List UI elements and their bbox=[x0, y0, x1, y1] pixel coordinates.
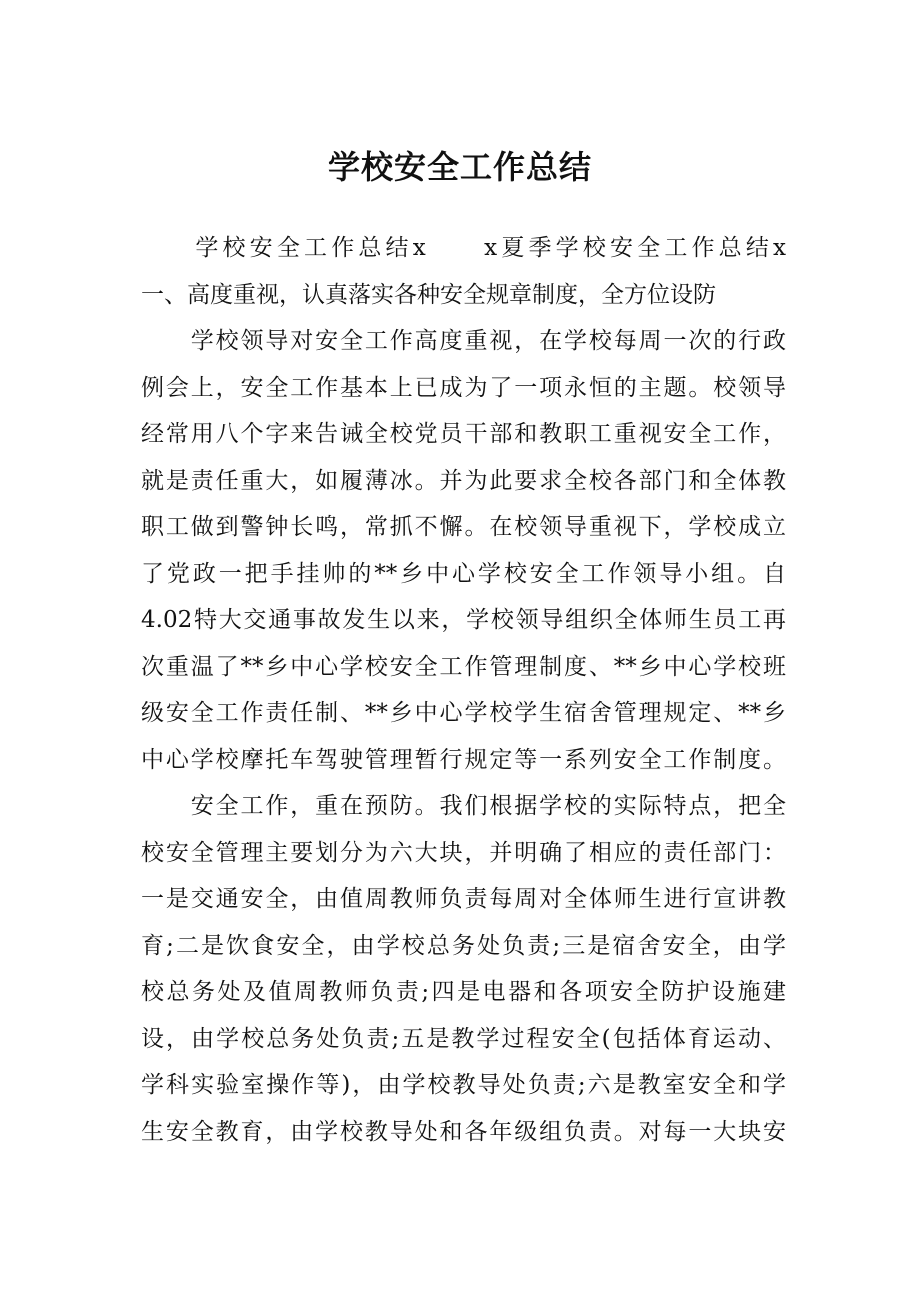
text-line: 一、高度重视，认真落实各种安全规章制度，全方位设防 bbox=[141, 281, 716, 308]
text-line: 中心学校摩托车驾驶管理暂行规定等一系列安全工作制度。 bbox=[141, 746, 786, 773]
text-line: 校总务处及值周教师负责;四是电器和各项安全防护设施建 bbox=[141, 979, 786, 1005]
text-line: 学科实验室操作等)，由学校教导处负责;六是教室安全和学 bbox=[141, 1072, 786, 1098]
text-line: 就是责任重大，如履薄冰。并为此要求全校各部门和全体教 bbox=[141, 467, 786, 494]
document-body bbox=[141, 225, 786, 1155]
text-line: 次重温了**乡中心学校安全工作管理制度、**乡中心学校班 bbox=[141, 653, 786, 680]
text-line: 生安全教育，由学校教导处和各年级组负责。对每一大块安 bbox=[141, 1118, 786, 1145]
text-line: 级安全工作责任制、**乡中心学校学生宿舍管理规定、**乡 bbox=[141, 700, 786, 726]
text-line: 职工做到警钟长鸣，常抓不懈。在校领导重视下，学校成立 bbox=[141, 514, 786, 540]
text-line: 了党政一把手挂帅的**乡中心学校安全工作领导小组。自 bbox=[141, 560, 786, 587]
text-line: 育;二是饮食安全，由学校总务处负责;三是宿舍安全，由学 bbox=[141, 932, 786, 959]
text-line: 一是交通安全，由值周教师负责每周对全体师生进行宣讲教 bbox=[141, 886, 786, 912]
text-line: 4.02特大交通事故发生以来，学校领导组织全体师生员工再 bbox=[141, 607, 786, 633]
text-line: 校安全管理主要划分为六大块，并明确了相应的责任部门： bbox=[141, 839, 786, 866]
text-line: 经常用八个字来告诫全校党员干部和教职工重视安全工作， bbox=[141, 421, 786, 447]
text-line: 学校安全工作总结x x夏季学校安全工作总结x bbox=[141, 235, 786, 261]
text-line: 学校领导对安全工作高度重视，在学校每周一次的行政 bbox=[141, 328, 786, 354]
document-title: 学校安全工作总结 bbox=[327, 148, 592, 186]
text-line: 例会上，安全工作基本上已成为了一项永恒的主题。校领导 bbox=[141, 374, 786, 401]
text-line: 安全工作，重在预防。我们根据学校的实际特点，把全 bbox=[141, 793, 786, 819]
text-line: 设，由学校总务处负责;五是教学过程安全(包括体育运动、 bbox=[141, 1025, 786, 1052]
